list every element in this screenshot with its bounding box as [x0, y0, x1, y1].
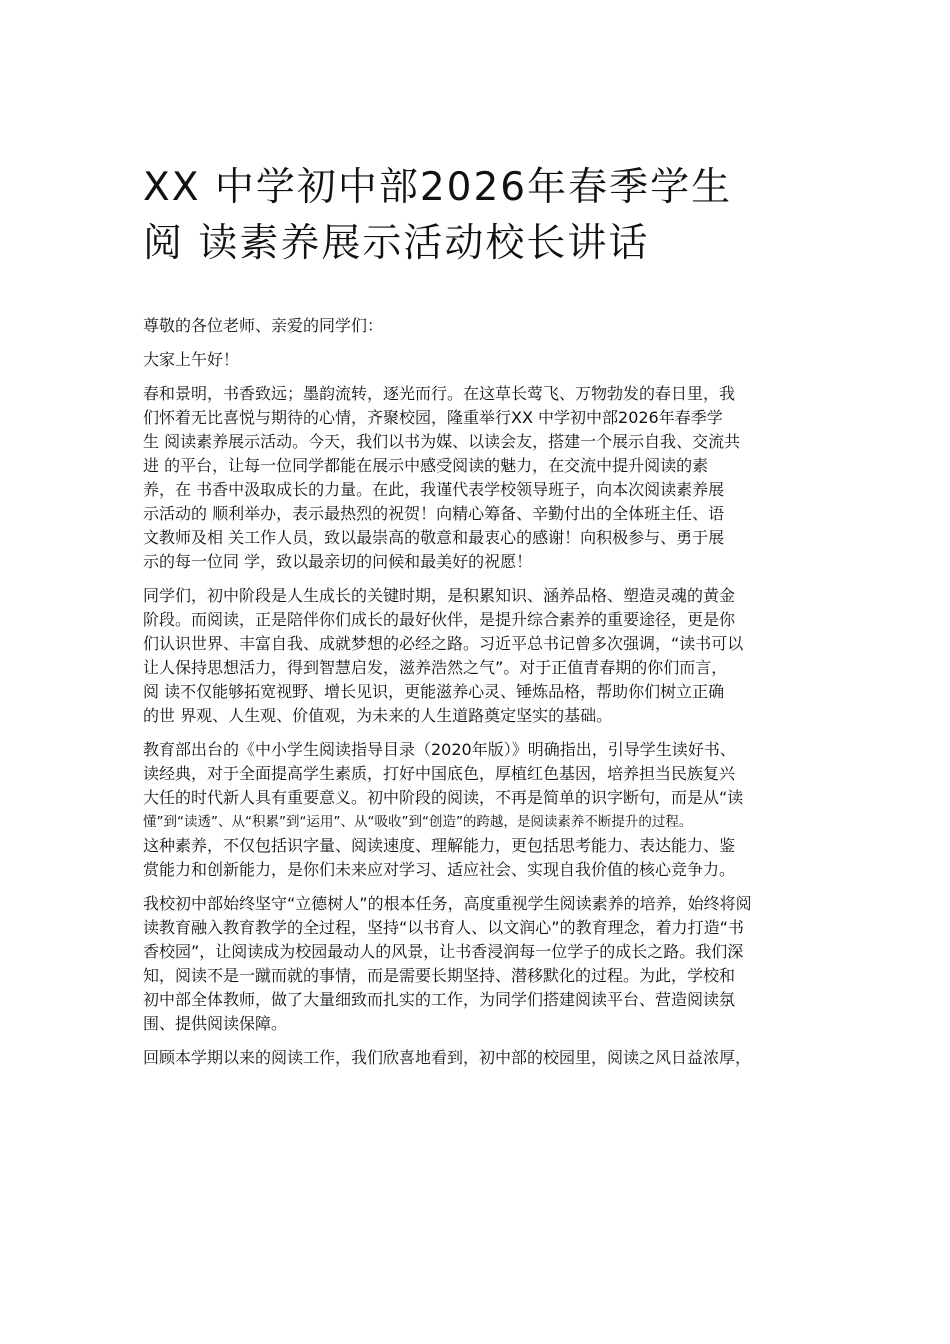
text-line: 香校园”，让阅读成为校园最动人的风景，让书香浸润每一位学子的成长之路。我们深 — [143, 942, 744, 961]
text-line: 我校初中部始终坚守“立德树人”的根本任务，高度重视学生阅读素养的培养，始终将阅 — [143, 894, 752, 913]
text-line: 们认识世界、丰富自我、成就梦想的必经之路。习近平总书记曾多次强调，“读书可以 — [143, 634, 744, 653]
text-line: 知，阅读不是一蹴而就的事情，而是需要长期坚持、潜移默化的过程。为此，学校和 — [143, 966, 736, 985]
text-line: 生 阅读素养展示活动。今天，我们以书为媒、以读会友，搭建一个展示自我、交流共 — [143, 432, 741, 451]
document-title — [143, 160, 823, 272]
text-line: 示的每一位同 学，致以最亲切的问候和最美好的祝愿！ — [143, 552, 533, 571]
text-line: 这种素养，不仅包括识字量、阅读速度、理解能力，更包括思考能力、表达能力、鉴 — [143, 836, 736, 855]
document-body — [143, 314, 823, 1080]
text-line: 春和景明，书香致远；墨韵流转，逐光而行。在这草长莺飞、万物勃发的春日里，我 — [143, 384, 736, 403]
text-line: 回顾本学期以来的阅读工作，我们欣喜地看到，初中部的校园里，阅读之风日益浓厚， — [143, 1048, 752, 1067]
greeting — [143, 348, 823, 372]
text-line: 围、提供阅读保障。 — [143, 1014, 288, 1033]
text-line: 文教师及相 关工作人员，致以最崇高的敬意和最衷心的感谢！向积极参与、勇于展 — [143, 528, 725, 547]
text-line: 示活动的 顺利举办，表示最热烈的祝贺！向精心筹备、辛勤付出的全体班主任、语 — [143, 504, 725, 523]
text-line: 读经典，对于全面提高学生素质，打好中国底色，厚植红色基因，培养担当民族复兴 — [143, 764, 736, 783]
paragraph-1 — [143, 382, 823, 574]
text-line: 赏能力和创新能力，是你们未来应对学习、适应社会、实现自我价值的核心竞争力。 — [143, 860, 736, 879]
text-line: 初中部全体教师，做了大量细致而扎实的工作，为同学们搭建阅读平台、营造阅读氛 — [143, 990, 736, 1009]
text-line: 进 的平台，让每一位同学都能在展示中感受阅读的魅力，在交流中提升阅读的素 — [143, 456, 709, 475]
text-line: 养，在 书香中汲取成长的力量。在此，我谨代表学校领导班子，向本次阅读素养展 — [143, 480, 725, 499]
text-line: 懂”到“读透”、从“积累”到“运用”、从“吸收”到“创造”的跨越，是阅读素养不断提升的过程。 — [143, 814, 693, 830]
paragraph-2 — [143, 584, 823, 728]
text-line: 读教育融入教育教学的全过程，坚持“以书育人、以文润心”的教育理念，着力打造“书 — [143, 918, 744, 937]
paragraph-5 — [143, 1046, 823, 1070]
salutation — [143, 314, 823, 338]
text-line: 阶段。而阅读，正是陪伴你们成长的最好伙伴，是提升综合素养的重要途径，更是你 — [143, 610, 736, 629]
text-line: 的世 界观、人生观、价值观，为未来的人生道路奠定坚实的基础。 — [143, 706, 613, 725]
text-line: 同学们，初中阶段是人生成长的关键时期，是积累知识、涵养品格、塑造灵魂的黄金 — [143, 586, 736, 605]
text-line: 阅 读不仅能够拓宽视野、增长见识，更能滋养心灵、锤炼品格，帮助你们树立正确 — [143, 682, 725, 701]
text-line: 教育部出台的《中小学生阅读指导目录（2020年版）》明确指出，引导学生读好书、 — [143, 740, 736, 759]
title-line: 阅 读素养展示活动校长讲话 — [143, 221, 650, 266]
paragraph-3 — [143, 738, 823, 882]
salutation-text: 尊敬的各位老师、亲爱的同学们： — [143, 316, 384, 335]
greeting-text: 大家上午好！ — [143, 350, 240, 369]
text-line: 们怀着无比喜悦与期待的心情，齐聚校园，隆重举行XX 中学初中部2026年春季学 — [143, 408, 723, 427]
paragraph-4 — [143, 892, 823, 1036]
text-line: 大任的时代新人具有重要意义。初中阶段的阅读，不再是简单的识字断句，而是从“读 — [143, 788, 744, 807]
text-line: 让人保持思想活力，得到智慧启发，滋养浩然之气”。对于正值青春期的你们而言， — [143, 658, 728, 677]
title-line: XX 中学初中部2026年春季学生 — [143, 165, 733, 210]
